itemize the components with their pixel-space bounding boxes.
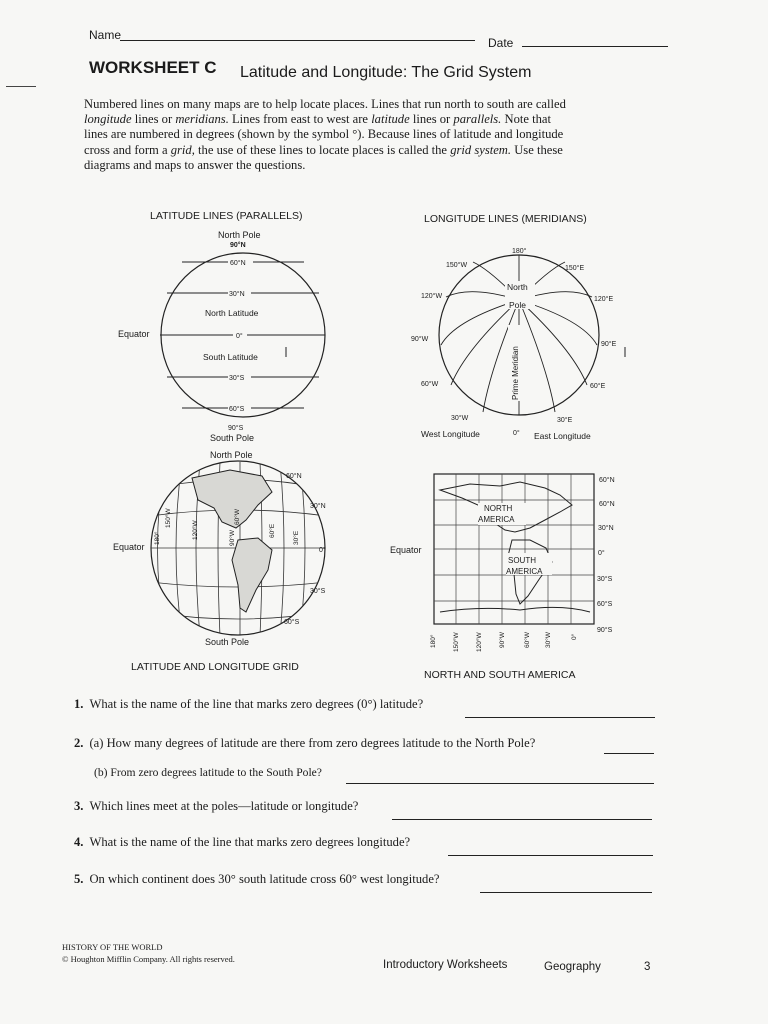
map-south: SOUTH bbox=[508, 556, 536, 565]
answer-2a[interactable] bbox=[604, 753, 654, 754]
date-label: Date bbox=[488, 36, 514, 50]
map-60s: 60°S bbox=[597, 601, 613, 608]
worksheet-label: WORKSHEET C bbox=[89, 58, 217, 77]
lon-30e: 30°E bbox=[557, 417, 573, 424]
footer-series: Introductory Worksheets bbox=[383, 959, 508, 971]
globe-60s: 60°S bbox=[284, 619, 300, 626]
answer-5[interactable] bbox=[480, 892, 652, 893]
lon-150w: 150°W bbox=[446, 262, 468, 269]
globe-30n: 30°N bbox=[310, 503, 326, 510]
globe-0: 0° bbox=[319, 547, 326, 554]
map-60n: 60°N bbox=[599, 501, 615, 508]
name-label: Name bbox=[89, 28, 122, 42]
globe-60n: 60°N bbox=[286, 473, 302, 480]
map-america-north: AMERICA bbox=[478, 515, 515, 524]
map-150w: 150°W bbox=[453, 632, 460, 652]
map-120w: 120°W bbox=[476, 632, 483, 652]
lat-30n: 30°N bbox=[229, 291, 245, 298]
lon-120e: 120°E bbox=[594, 296, 614, 303]
lon-90w: 90°W bbox=[411, 336, 429, 343]
lat-60n: 60°N bbox=[230, 260, 246, 267]
lat-30s: 30°S bbox=[229, 375, 245, 382]
map-0-lon: 0° bbox=[571, 633, 578, 640]
globe-30e: 30°E bbox=[293, 530, 300, 545]
lon-180: 180° bbox=[512, 248, 527, 255]
longitude-diagram bbox=[411, 213, 625, 441]
question-5: 5. On which continent does 30° south latitude cross 60° west longitude? bbox=[74, 872, 440, 886]
globe-90w: 90°W bbox=[229, 530, 236, 546]
footer-publisher: HISTORY OF THE WORLD bbox=[62, 942, 163, 952]
map-equator-label: Equator bbox=[390, 545, 422, 555]
globe-120w: 120°W bbox=[192, 520, 199, 540]
question-2a: 2. (a) How many degrees of latitude are there from zero degrees latitude to the North Pole? bbox=[74, 736, 536, 750]
lon-pole: Pole bbox=[509, 300, 527, 310]
globe-150w: 150°W bbox=[165, 508, 172, 528]
map-0-lat: 0° bbox=[598, 550, 605, 557]
footer-page-number: 3 bbox=[644, 961, 651, 973]
map-north: NORTH bbox=[484, 504, 513, 513]
lon-prime-meridian: Prime Meridian bbox=[511, 346, 520, 400]
globe-equator-label: Equator bbox=[113, 542, 145, 552]
longitude-title: LONGITUDE LINES (MERIDIANS) bbox=[424, 213, 587, 225]
map-30n: 30°N bbox=[598, 525, 614, 532]
lon-30w: 30°W bbox=[451, 415, 469, 422]
lat-south-pole: South Pole bbox=[210, 433, 255, 443]
intro-paragraph: Numbered lines on many maps are to help locate places. Lines that run north to south are called longitude lines or meridians. Lines from east to west are latitude lines or parallels. Note that lines are numbered in degrees (shown by the symbol °). Because lines of latitude and longitude cross and form a grid, the use of these lines to locate places is called the grid system. Use these diagrams and maps to answer the questions. bbox=[84, 97, 566, 172]
answer-2b[interactable] bbox=[346, 783, 654, 784]
map-30s: 30°S bbox=[597, 576, 613, 583]
lat-south-latitude: South Latitude bbox=[203, 352, 258, 362]
footer-copyright: © Houghton Mifflin Company. All rights reserved. bbox=[62, 954, 235, 964]
lat-60s: 60°S bbox=[229, 406, 245, 413]
map-america-south: AMERICA bbox=[506, 567, 543, 576]
map-60w: 60°W bbox=[524, 632, 531, 648]
lat-north-pole: North Pole bbox=[218, 230, 261, 240]
lat-equator-label: Equator bbox=[118, 329, 150, 339]
lat-90n: 90°N bbox=[230, 242, 246, 249]
lon-west-longitude: West Longitude bbox=[421, 429, 480, 439]
lat-north-latitude: North Latitude bbox=[205, 308, 259, 318]
map-90w: 90°W bbox=[499, 632, 506, 648]
answer-4[interactable] bbox=[448, 855, 653, 856]
question-2b: (b) From zero degrees latitude to the South Pole? bbox=[94, 766, 322, 779]
footer-subject: Geography bbox=[544, 961, 601, 973]
lon-0: 0° bbox=[513, 430, 520, 437]
lon-120w: 120°W bbox=[421, 293, 443, 300]
lon-60w: 60°W bbox=[421, 381, 439, 388]
answer-1[interactable] bbox=[465, 717, 655, 718]
map-30w: 30°W bbox=[545, 632, 552, 648]
question-1: 1. What is the name of the line that marks zero degrees (0°) latitude? bbox=[74, 697, 424, 711]
latitude-diagram bbox=[118, 210, 325, 443]
globe-north-pole: North Pole bbox=[210, 450, 253, 460]
lon-150e: 150°E bbox=[565, 265, 585, 272]
globe-30s: 30°S bbox=[310, 588, 326, 595]
map-180: 180° bbox=[430, 634, 437, 648]
question-3: 3. Which lines meet at the poles—latitude or longitude? bbox=[74, 799, 359, 813]
lon-east-longitude: East Longitude bbox=[534, 431, 591, 441]
lat-90s: 90°S bbox=[228, 425, 244, 432]
worksheet-title: Latitude and Longitude: The Grid System bbox=[240, 64, 532, 81]
map-60n-top: 60°N bbox=[599, 477, 615, 484]
lon-60e: 60°E bbox=[590, 383, 606, 390]
globe-south-pole: South Pole bbox=[205, 637, 250, 647]
question-4: 4. What is the name of the line that marks zero degrees longitude? bbox=[74, 835, 411, 849]
latitude-title: LATITUDE LINES (PARALLELS) bbox=[150, 210, 303, 222]
americas-map bbox=[390, 474, 615, 681]
lat-0: 0° bbox=[236, 333, 243, 340]
globe-180: 180° bbox=[154, 531, 161, 545]
globe-60w: 60°W bbox=[234, 509, 241, 525]
grid-globe bbox=[113, 450, 326, 673]
map-caption: NORTH AND SOUTH AMERICA bbox=[424, 669, 576, 681]
globe-60e: 60°E bbox=[269, 523, 276, 538]
answer-3[interactable] bbox=[392, 819, 652, 820]
map-90s: 90°S bbox=[597, 627, 613, 634]
lon-north: North bbox=[507, 282, 528, 292]
lon-90e: 90°E bbox=[601, 341, 617, 348]
globe-caption: LATITUDE AND LONGITUDE GRID bbox=[131, 661, 299, 673]
